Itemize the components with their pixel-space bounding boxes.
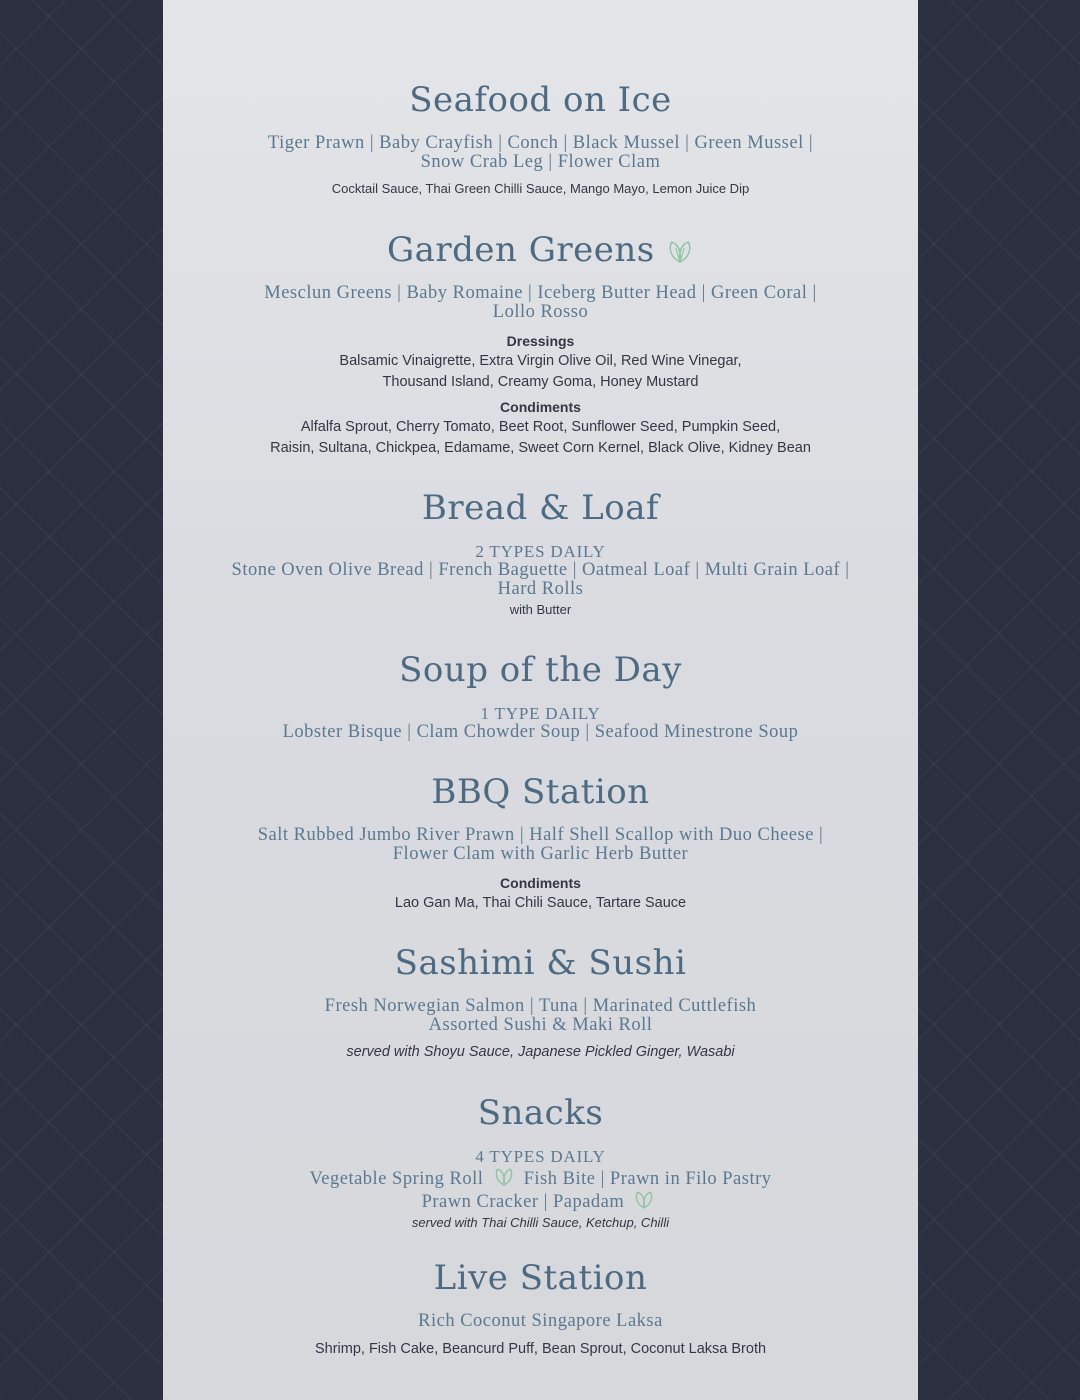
dressings-heading: Dressings (506, 333, 575, 349)
section-bread-loaf (163, 488, 918, 620)
section-title: Garden Greens (386, 230, 655, 270)
section-live-station (163, 1258, 918, 1360)
section-soup-of-the-day (163, 650, 918, 742)
served-with-note: served with Shoyu Sauce, Japanese Pickled Ginger, Wasabi (346, 1044, 735, 1060)
condiments-heading: Condiments (500, 399, 581, 415)
types-daily: 4 TYPES DAILY (475, 1147, 606, 1166)
menu-item: Prawn Cracker | Papadam (421, 1192, 625, 1212)
menu-panel (163, 0, 918, 1400)
menu-items-line: Flower Clam with Garlic Herb Butter (392, 844, 689, 864)
vegetarian-leaf-icon (493, 1166, 515, 1188)
laksa-ingredients-note: Shrimp, Fish Cake, Beancurd Puff, Bean Sprout, Coconut Laksa Broth (314, 1341, 767, 1357)
menu-item: Vegetable Spring Roll (309, 1169, 484, 1189)
menu-items-line: Snow Crab Leg | Flower Clam (420, 152, 661, 172)
vegetarian-leaf-icon (633, 1189, 655, 1211)
right-decorative-border (918, 0, 1080, 1400)
condiments-line: Alfalfa Sprout, Cherry Tomato, Beet Root, Sunflower Seed, Pumpkin Seed, (300, 419, 781, 435)
menu-items-line: Lobster Bisque | Clam Chowder Soup | Seafood Minestrone Soup (282, 722, 799, 742)
menu-items-line: Stone Oven Olive Bread | French Baguette | Oatmeal Loaf | Multi Grain Loaf | (231, 560, 850, 580)
menu-items-line: Hard Rolls (497, 579, 584, 599)
section-bbq-station (163, 772, 918, 914)
vegetarian-leaf-icon (666, 238, 694, 266)
condiments-heading: Condiments (500, 875, 581, 891)
section-snacks (163, 1093, 918, 1233)
section-title: Bread & Loaf (421, 488, 660, 528)
section-title: Live Station (433, 1258, 648, 1298)
menu-items-line: Fresh Norwegian Salmon | Tuna | Marinated Cuttlefish (324, 996, 757, 1016)
menu-items-line: Tiger Prawn | Baby Crayfish | Conch | Black Mussel | Green Mussel | (267, 133, 814, 153)
menu-items-line: Salt Rubbed Jumbo River Prawn | Half Shell Scallop with Duo Cheese | (257, 825, 824, 845)
section-seafood-on-ice (163, 80, 918, 199)
condiments-line: Raisin, Sultana, Chickpea, Edamame, Sweet Corn Kernel, Black Olive, Kidney Bean (270, 440, 811, 456)
served-with-note: served with Thai Chilli Sauce, Ketchup, Chilli (411, 1215, 670, 1230)
section-sashimi-sushi (163, 943, 918, 1063)
menu-item: Fish Bite | Prawn in Filo Pastry (523, 1169, 772, 1189)
menu-items-line: Rich Coconut Singapore Laksa (418, 1311, 663, 1331)
left-decorative-border (0, 0, 163, 1400)
section-title: Seafood on Ice (409, 80, 672, 120)
dressings-line: Thousand Island, Creamy Goma, Honey Mustard (382, 374, 699, 390)
menu-items-line: Lollo Rosso (492, 302, 589, 322)
condiments-line: Lao Gan Ma, Thai Chili Sauce, Tartare Sauce (394, 895, 687, 911)
section-garden-greens (163, 230, 918, 459)
menu-items-line: Mesclun Greens | Baby Romaine | Iceberg Butter Head | Green Coral | (264, 283, 817, 303)
section-title: Soup of the Day (399, 650, 682, 690)
section-title: Snacks (477, 1093, 604, 1133)
types-daily: 1 TYPE DAILY (480, 704, 601, 723)
menu-items-line: Assorted Sushi & Maki Roll (428, 1015, 653, 1035)
bread-note: with Butter (509, 602, 572, 617)
section-title: Sashimi & Sushi (394, 943, 687, 983)
section-title: BBQ Station (431, 772, 650, 812)
sauce-note: Cocktail Sauce, Thai Green Chilli Sauce, Mango Mayo, Lemon Juice Dip (331, 181, 750, 196)
types-daily: 2 TYPES DAILY (475, 542, 606, 561)
dressings-line: Balsamic Vinaigrette, Extra Virgin Olive Oil, Red Wine Vinegar, (339, 353, 742, 369)
